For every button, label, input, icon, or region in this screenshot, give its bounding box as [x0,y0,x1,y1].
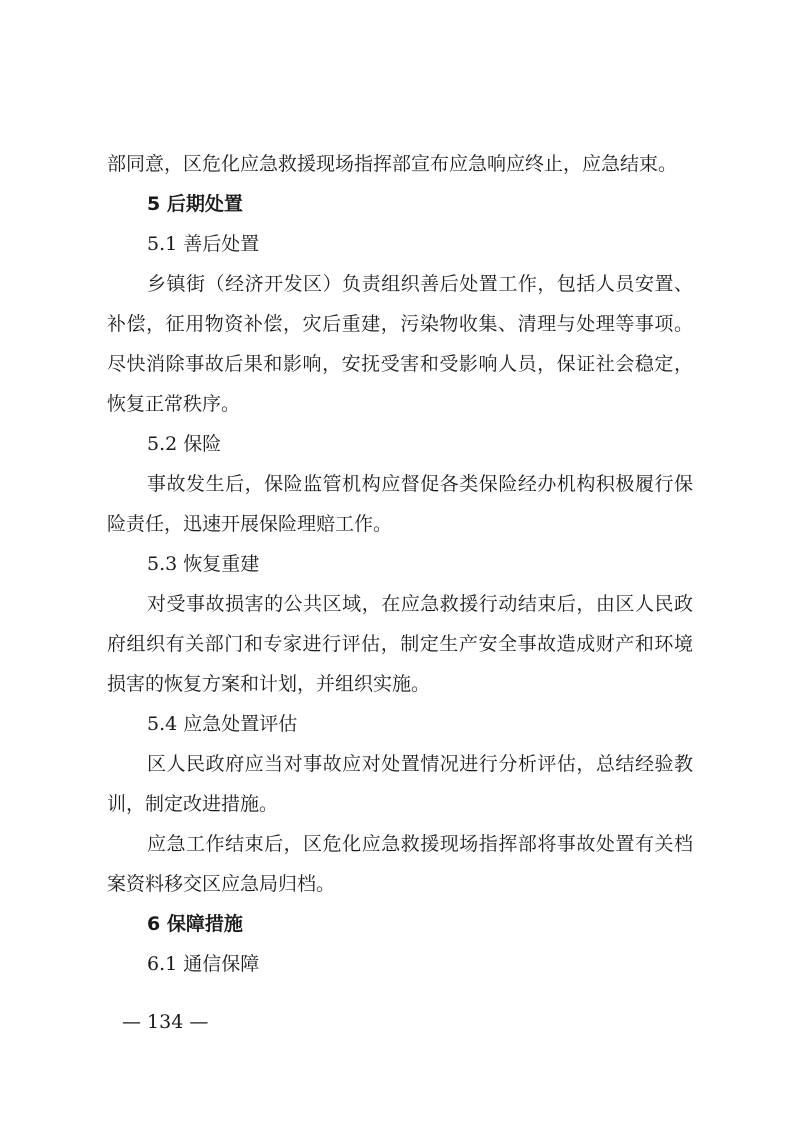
section-heading-6: 6 保障措施 [147,913,243,935]
paragraph-5-4-b: 应急工作结束后，区危化应急救援现场指挥部将事故处置有关档案资料移交区应急局归档。 [107,833,693,895]
subsection-heading-5-4: 5.4 应急处置评估 [147,713,298,735]
section-heading-5: 5 后期处置 [147,193,243,215]
subsection-heading-6-1: 6.1 通信保障 [147,953,260,975]
subsection-heading-5-3: 5.3 恢复重建 [147,553,260,575]
continued-paragraph: 部同意，区危化应急救援现场指挥部宣布应急响应终止，应急结束。 [107,153,678,175]
paragraph-5-3: 对受事故损害的公共区域，在应急救援行动结束后，由区人民政府组织有关部门和专家进行评估，制定生产安全事故造成财产和环境损害的恢复方案和计划，并组织实施。 [107,593,693,695]
document-body [107,144,693,984]
paragraph-5-2: 事故发生后，保险监管机构应督促各类保险经办机构积极履行保险责任，迅速开展保险理赔工作。 [107,473,693,535]
subsection-heading-5-1: 5.1 善后处置 [147,233,260,255]
paragraph-5-4-a: 区人民政府应当对事故应对处置情况进行分析评估，总结经验教训，制定改进措施。 [107,753,693,815]
page-number: — 134 — [122,1011,209,1033]
subsection-heading-5-2: 5.2 保险 [147,433,222,455]
paragraph-5-1: 乡镇街（经济开发区）负责组织善后处置工作，包括人员安置、补偿，征用物资补偿，灾后重建，污染物收集、清理与处理等事项。尽快消除事故后果和影响，安抚受害和受影响人员，保证社会稳定，恢复正常秩序。 [107,273,693,415]
